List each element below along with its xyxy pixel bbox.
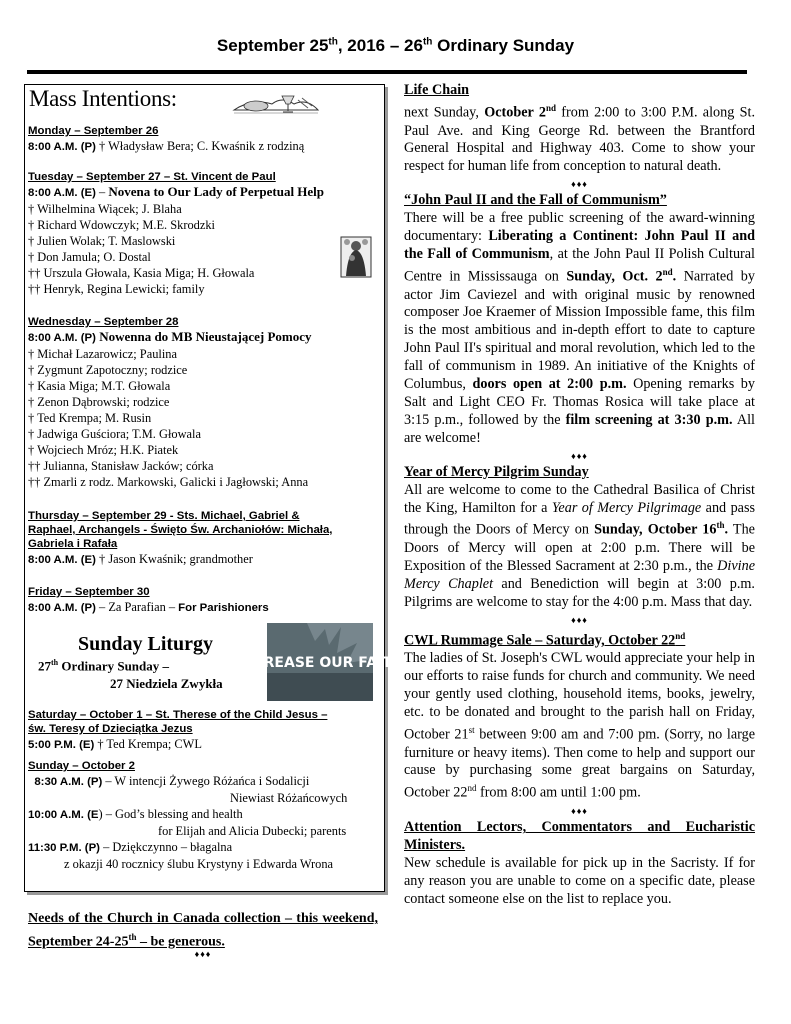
cwl-heading: CWL Rummage Sale – Saturday, October 22nd [404,630,686,649]
wednesday-section: Wednesday – September 28 8:00 A.M. (P) Nowenna do MB Nieustającej Pomocy † Michał Lazarowicz; Paulina † Zygmunt Zapotoczny; rodzice † Kasia Miga; M.T. Głowala † Zenon Dąbrowski; rodzice † Ted Krempa; M. Rusin † Jadwiga Guściora; T.M. Głowala † Wojciech Mróz; H.K. Piatek †† Julianna, Stanisław Jacków; córka †† Zmarli z rodz. Markowski, Galicki i Jagłowski; Anna [28,315,380,490]
saturday-heading: Saturday – October 1 – St. Therese of the Child Jesus – [28,709,328,721]
bread-chalice-icon [232,92,320,116]
jp2-heading: “John Paul II and the Fall of Communism” [404,192,667,209]
friday-section: Friday – September 30 8:00 A.M. (P) – Za Parafian – For Parishioners [28,585,380,616]
mercy-text: All are welcome to come to the Cathedral Basilica of Christ the King, Hamilton for a Year of Mercy Pilgrimage and pass through the Doors of Mercy on Sunday, October 16th. The Doors of Mercy will open at 2:00 p.m. There will be Exposition of the Blessed Sacrament at 2:30 p.m., the Divine Mercy Chaplet and Benediction will begin at 3:00 p.m. Pilgrims are welcome to stay for the 4:00 p.m. Mass that day. [404,481,755,610]
divider-diamonds: ♦♦♦ [194,949,212,959]
lectors-text: New schedule is available for pick up in the Sacristy. If for any reason you are unable to come on a specific date, please contact someone else on the list to replace you. [404,854,755,907]
needs-of-church: Needs of the Church in Canada collection – this weekend, September 24-25th – be generous. [28,911,378,950]
tuesday-heading: Tuesday – September 27 – St. Vincent de Paul [28,171,276,183]
right-column [404,82,755,909]
saturday-section: Saturday – October 1 – St. Therese of the Child Jesus – św. Teresy of Dzieciątka Jezus 5:00 P.M. (E) † Ted Krempa; CWL [28,708,380,753]
list-item: † Zygmunt Zapotoczny; rodzice [28,363,188,377]
list-item: † Don Jamula; O. Dostal [28,250,151,264]
our-lady-icon [340,236,372,278]
list-item: † Zenon Dąbrowski; rodzice [28,395,170,409]
header-rule [27,70,747,74]
list-item: †† Julianna, Stanisław Jacków; córka [28,459,214,473]
friday-heading: Friday – September 30 [28,586,150,598]
image-caption: INCREASE OUR FAITH [236,655,404,671]
divider-diamonds: ♦♦♦ [571,450,588,461]
page-title: September 25th, 2016 – 26th Ordinary Sunday [216,36,575,55]
sunday-section: Sunday – October 2 8:30 A.M. (P) – W intencji Żywego Różańca i Sodalicji Niewiast Różańcowych 10:00 A.M. (E) – God’s blessing and health for Elijah and Alicia Dubecki; parents 11:30 P.M. (P) – Dziękczynno – błagalna z okazji 40 rocznicy ślubu Krystyny i Edwarda Wrona [28,759,380,872]
divider-diamonds: ♦♦♦ [571,179,588,190]
list-item: † Kasia Miga; M.T. Głowala [28,379,171,393]
monday-section: Monday – September 26 8:00 A.M. (P) † Władysław Bera; C. Kwaśnik z rodziną [28,124,380,155]
sunday-liturgy-title: Sunday Liturgy [78,633,214,655]
list-item: † Wojciech Mróz; H.K. Piatek [28,443,179,457]
tuesday-section: Tuesday – September 27 – St. Vincent de Paul 8:00 A.M. (E) – Novena to Our Lady of Perpetual Help † Wilhelmina Wiącek; J. Blaha † Richard Wdowczyk; M.E. Skrodzki † Julien Wolak; T. Maslowski † Don Jamula; O. Dostal †† Urszula Głowala, Kasia Miga; H. Głowala †† Henryk, Regina Lewicki; family [28,170,380,297]
list-item: † Richard Wdowczyk; M.E. Skrodzki [28,218,215,232]
divider-diamonds: ♦♦♦ [571,614,588,625]
list-item: †† Henryk, Regina Lewicki; family [28,282,205,296]
list-item: † Julien Wolak; T. Maslowski [28,234,176,248]
life-chain-text: next Sunday, October 2nd from 2:00 to 3:00 P.M. along St. Paul Ave. and King George Rd. between the Brantford General Hospital and Highway 403. Come to show your respect for human life from conception to natural death. [404,102,755,175]
sunday-heading: Sunday – October 2 [28,760,135,772]
list-item: †† Zmarli z rodz. Markowski, Galicki i Jagłowski; Anna [28,475,309,489]
cwl-text: The ladies of St. Joseph's CWL would appreciate your help in our efforts to raise funds for church and community. We need your gently used clothing, household items, books, jewelry, etc. to be donated and brought to the parish hall on Friday, October 21st between 9:00 am and 7:00 pm. (Sorry, no large furniture or heavy items). Then come to help and support our cause by purchasing some great bargains on Saturday, October 22nd from 8:00 am until 1:00 pm. [404,650,755,802]
liturgy-line-1: 27th Ordinary Sunday – [38,658,170,674]
monday-heading: Monday – September 26 [28,125,159,137]
life-chain-heading: Life Chain [404,82,470,98]
divider-diamonds: ♦♦♦ [571,806,588,817]
liturgy-line-2: 27 Niedziela Zwykła [110,676,223,691]
thursday-section: Thursday – September 29 - Sts. Michael, Gabriel & Raphael, Archangels - Święto Św. Archaniołów: Michała, Gabriela i Rafała 8:00 A.M. (E) † Jason Kwaśnik; grandmother [28,509,380,568]
wednesday-heading: Wednesday – September 28 [28,316,179,328]
mercy-heading: Year of Mercy Pilgrim Sunday [404,463,589,480]
list-item: † Michał Lazarowicz; Paulina [28,347,177,361]
thursday-heading: Thursday – September 29 - Sts. Michael, Gabriel & [28,510,300,522]
list-item: † Ted Krempa; M. Rusin [28,411,152,425]
list-item: † Jadwiga Guściora; T.M. Głowala [28,427,201,441]
list-item: † Wilhelmina Wiącek; J. Blaha [28,202,182,216]
lectors-heading: Attention Lectors, Commentators and Eucharistic Ministers. [404,819,755,853]
increase-our-faith-image [236,623,404,701]
list-item: †† Urszula Głowala, Kasia Miga; H. Głowala [28,266,255,280]
mass-intentions-title: Mass Intentions: [29,86,177,111]
jp2-text: There will be a free public screening of the award-winning documentary: Liberating a Continent: John Paul II and the Fall of Communism, at the John Paul II Polish Cultural Centre in Mississauga on Sunday, Oct. 2nd. Narrated by actor Jim Caviezel and with original music by renowned composer Joe Kraemer of Mission Impossible fame, this film is the most ambitious and in-depth effort to date to capture John Paul II's spiritual and moral revolution, which led to the fall of communism in 1989. An initiative of the Knights of Columbus, doors open at 2:00 p.m. Opening remarks by Salt and Light CEO Fr. Thomas Rosica will take place at 3:15 p.m., followed by the film screening at 3:30 p.m. All are welcome! [404,210,755,446]
